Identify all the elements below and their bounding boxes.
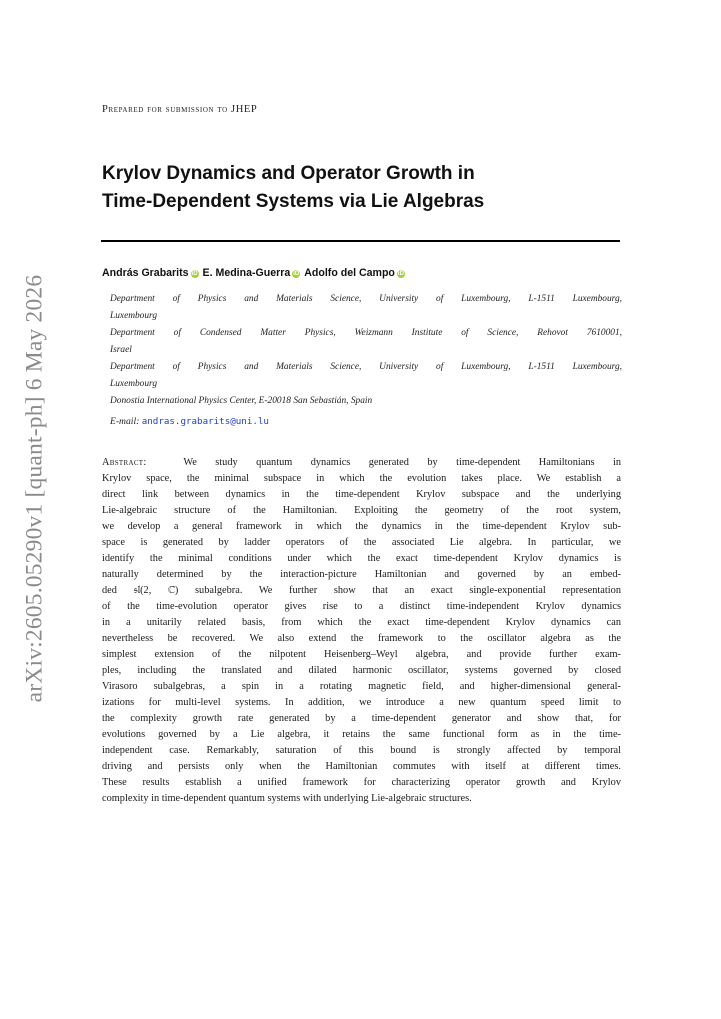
abstract-line: direct link between dynamics in the time-dependent Krylov subspace and the underlying <box>102 489 621 500</box>
affiliation-line: Luxembourg <box>110 379 158 389</box>
abstract-line: space is generated by ladder operators of the associated Lie algebra. In particular, we <box>102 537 621 548</box>
abstract-heading: Abstract: <box>102 457 147 468</box>
author-name[interactable]: E. Medina-Guerra <box>202 267 291 279</box>
abstract-line: These results establish a unified framework for characterizing operator growth and Krylov <box>102 777 621 788</box>
abstract-line: we develop a general framework in which the dynamics in the time-dependent Krylov sub- <box>102 521 621 532</box>
submission-note-text: Prepared for submission to JHEP <box>102 104 258 115</box>
affiliation-line: Department of Physics and Materials Science, University of Luxembourg, L-1511 Luxembourg, <box>110 294 622 304</box>
affiliation-line: Donostia International Physics Center, E-20018 San Sebastián, Spain <box>110 396 373 406</box>
orcid-icon[interactable]: iD <box>293 271 300 277</box>
abstract-line: complexity in time-dependent quantum systems with underlying Lie-algebraic structures. <box>102 793 472 804</box>
abstract-line: in a unitarily related basis, from which the exact time-dependent Krylov dynamics can <box>102 617 621 628</box>
abstract-text: We study quantum dynamics generated by time-dependent Hamiltonians in <box>183 457 621 468</box>
title-line-2: Time-Dependent Systems via Lie Algebras <box>102 191 485 212</box>
email-label: E-mail: <box>110 416 140 427</box>
abstract-line: ples, including the translated and dilated harmonic oscillator, systems governed by closed <box>102 665 621 676</box>
affiliation-line: Department of Condensed Matter Physics, Weizmann Institute of Science, Rehovot 7610001, <box>110 328 622 338</box>
abstract-line: driving and persists only when the Hamiltonian commutes with itself at different times. <box>102 761 621 772</box>
affiliation-line: Department of Physics and Materials Science, University of Luxembourg, L-1511 Luxembourg, <box>110 362 622 372</box>
orcid-icon[interactable]: iD <box>397 271 404 277</box>
abstract-line: simplest extension of the nilpotent Heisenberg–Weyl algebra, and provide further exam- <box>102 649 621 660</box>
author-name[interactable]: Adolfo del Campo <box>304 267 395 279</box>
title-line-1: Krylov Dynamics and Operator Growth in <box>102 163 475 184</box>
abstract-line: naturally determined by the interaction-picture Hamiltonian and governed by an embed- <box>102 569 621 580</box>
orcid-icon[interactable]: iD <box>191 271 198 277</box>
arxiv-identifier: arXiv:2605.05290v1 [quant-ph] 6 May 2026 <box>21 274 48 703</box>
abstract-line <box>102 455 621 471</box>
abstract-line: nevertheless be recovered. We also extend the framework to the oscillator algebra as the <box>102 633 621 644</box>
abstract-line: Krylov space, the minimal subspace in which the evolution takes place. We establish a <box>102 473 621 484</box>
affiliation-line: Luxembourg <box>110 311 158 321</box>
abstract-line: the complexity growth rate generated by a time-dependent generator and show that, for <box>102 713 621 724</box>
submission-note <box>102 104 257 115</box>
abstract-line: izations for multi-level systems. In addition, we introduce a new quantum speed limit to <box>102 697 621 708</box>
email-link[interactable]: andras.grabarits@uni.lu <box>141 416 269 427</box>
abstract-line: independent case. Remarkably, saturation of this bound is strongly affected by temporal <box>102 745 621 756</box>
affiliation-list <box>110 291 622 410</box>
title-rule <box>101 240 620 242</box>
abstract-line: evolutions governed by a Lie algebra, it retains the same functional form as in the time- <box>102 729 621 740</box>
abstract <box>102 455 621 807</box>
abstract-line: identify the minimal conditions under which the exact time-dependent Krylov dynamics is <box>102 553 621 564</box>
affiliation-line: Israel <box>110 345 132 355</box>
abstract-line: Virasoro subalgebras, a spin in a rotating magnetic field, and higher-dimensional general- <box>102 681 621 692</box>
abstract-line: Lie-algebraic structure of the Hamiltonian. Exploiting the geometry of the root system, <box>102 505 621 516</box>
abstract-line: of the time-evolution operator gives rise to a distinct time-independent Krylov dynamics <box>102 601 621 612</box>
contact-email <box>110 416 269 427</box>
abstract-line: ded 𝔰𝔩(2, ℂ) subalgebra. We further show that an exact single-exponential representation <box>102 585 621 596</box>
arxiv-stamp <box>8 274 62 703</box>
paper-title <box>102 160 622 216</box>
author-list <box>102 267 409 279</box>
author-name[interactable]: András Grabarits <box>102 267 189 279</box>
